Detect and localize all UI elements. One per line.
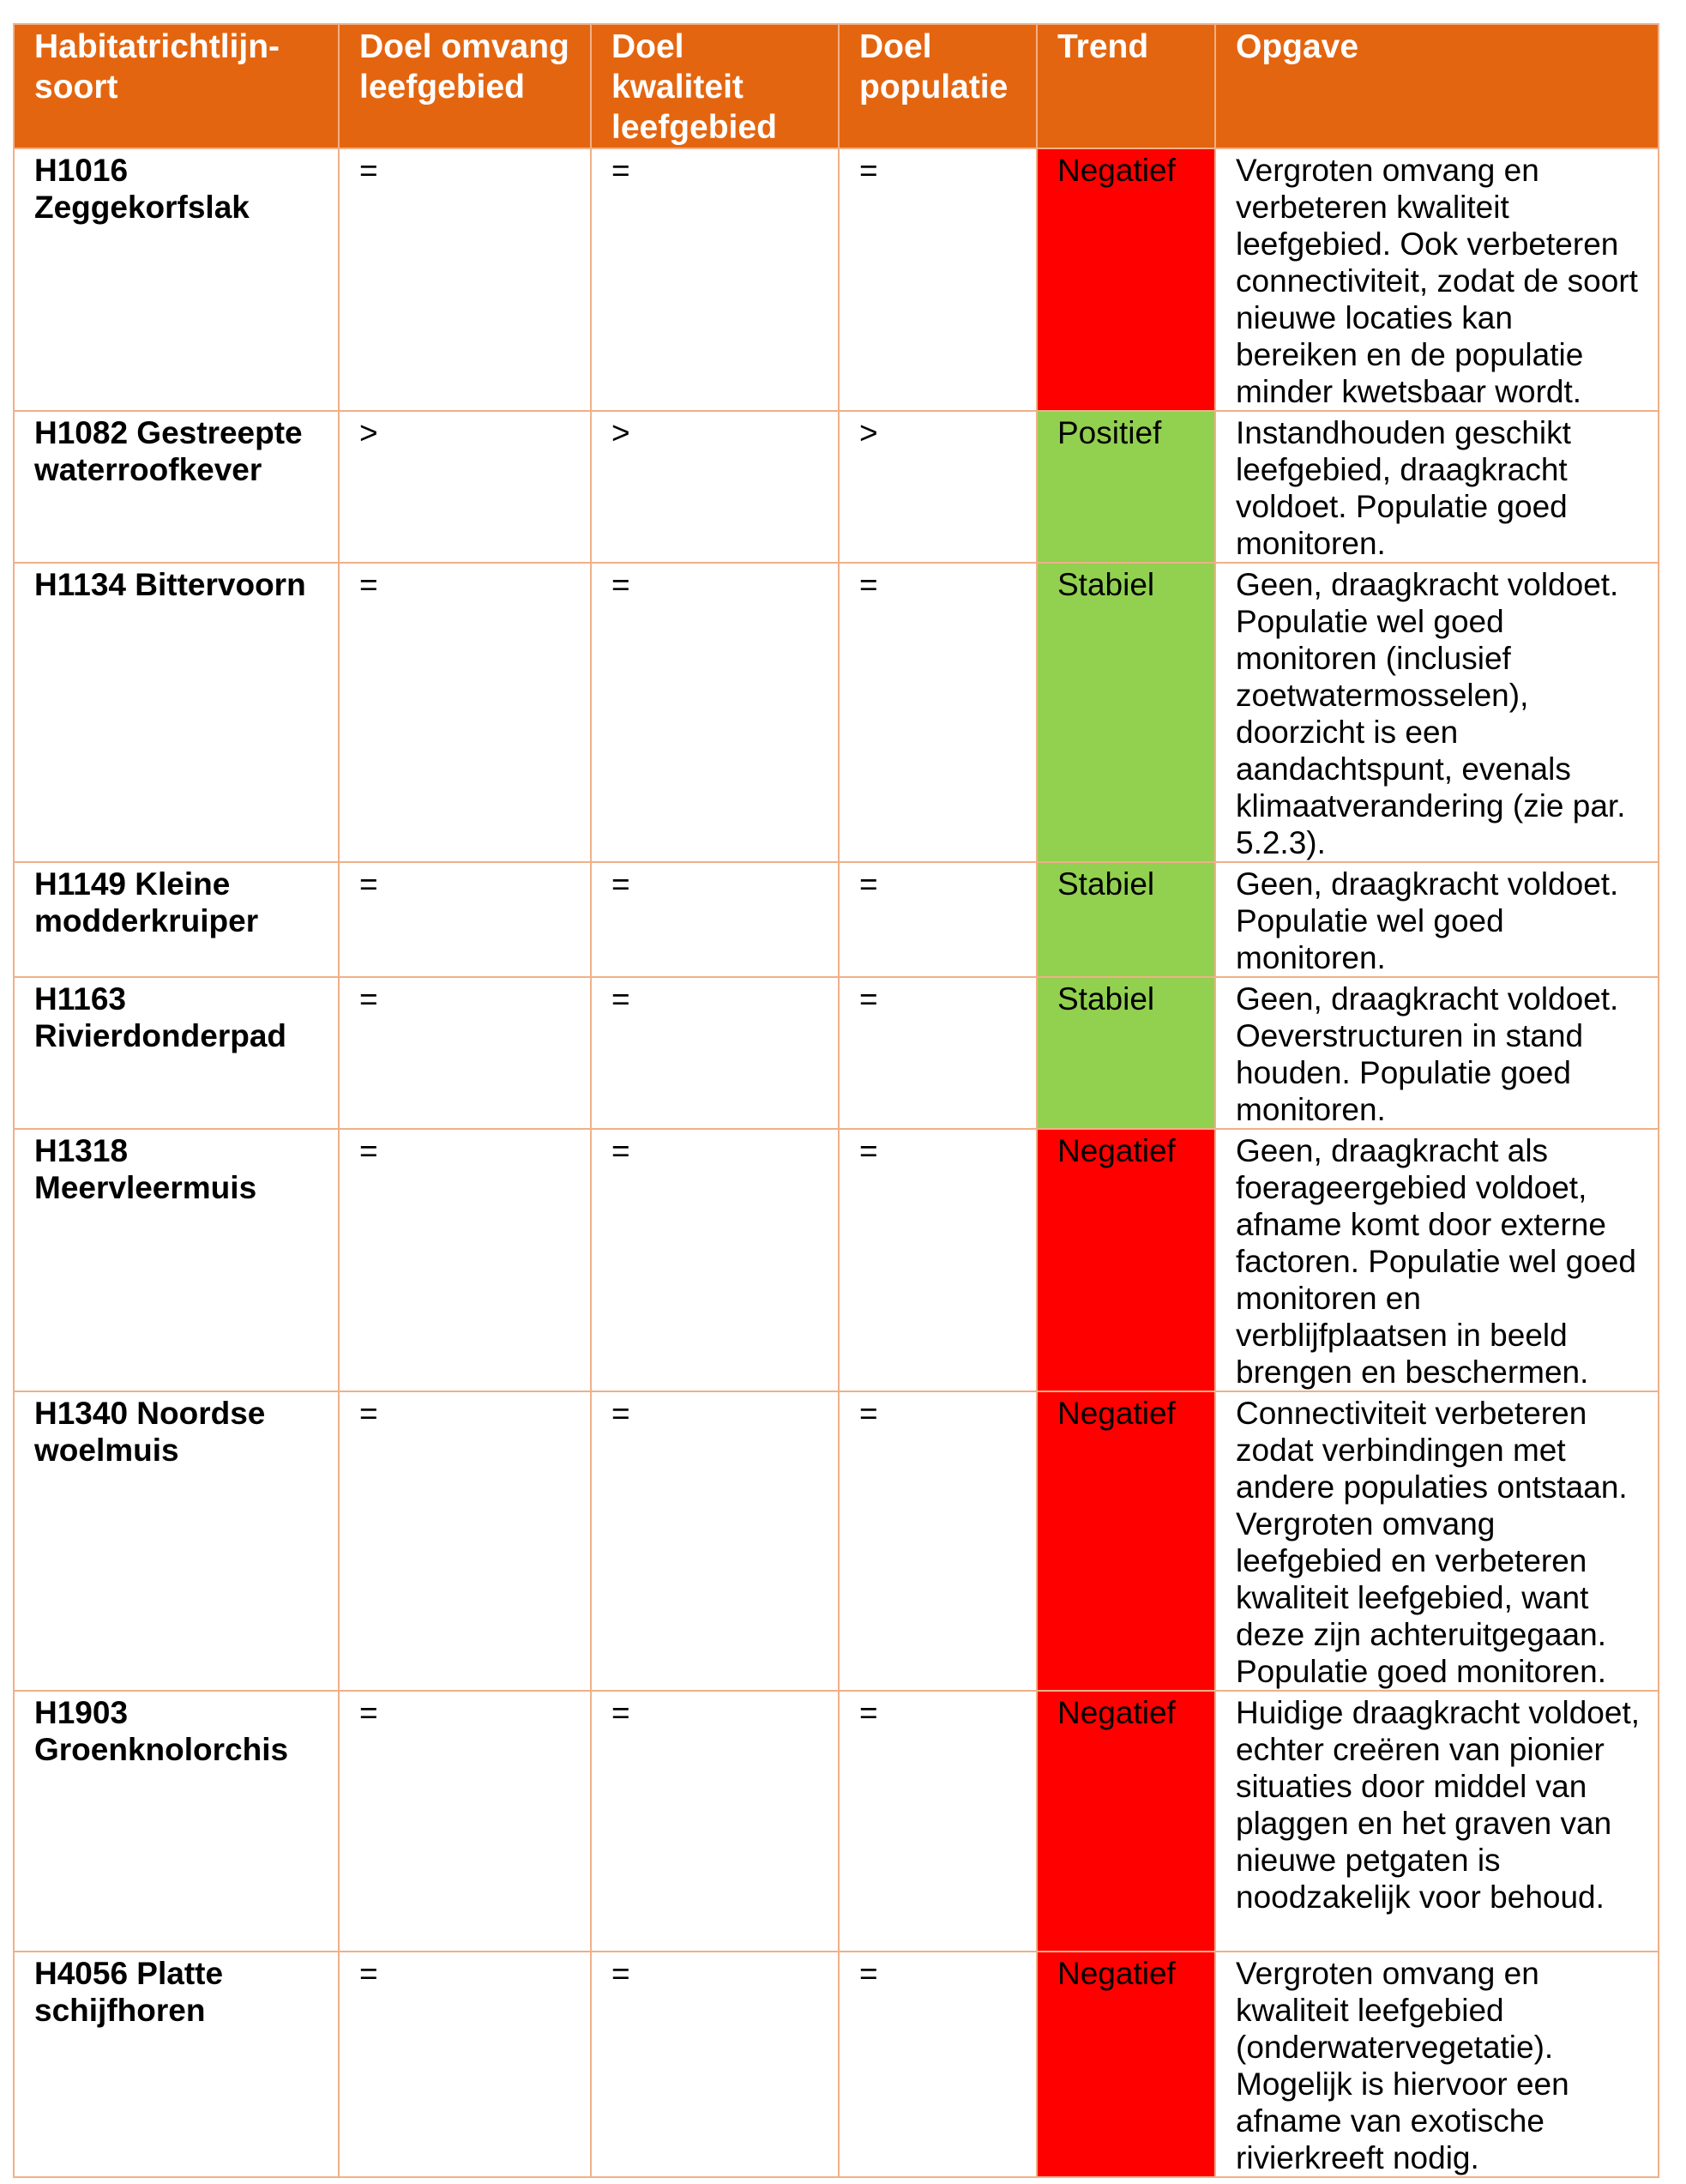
habitat-species-table [13, 23, 1659, 2178]
doel-populatie-cell: = [839, 563, 1037, 862]
doel-omvang-cell: = [339, 1952, 591, 2177]
doel-populatie-cell: = [839, 1129, 1037, 1391]
trend-cell: Positief [1037, 411, 1215, 563]
opgave-cell: Vergroten omvang en verbeteren kwaliteit leefgebied. Ook verbeteren connectiviteit, zodat de soort nieuwe locaties kan bereiken en de populatie minder kwetsbaar wordt. [1215, 148, 1659, 411]
doel-populatie-cell: = [839, 148, 1037, 411]
trend-cell: Negatief [1037, 1391, 1215, 1691]
header-doel-populatie: Doel populatie [839, 24, 1037, 148]
species-cell: H1163 Rivierdonderpad [14, 977, 339, 1129]
doel-kwaliteit-cell: = [591, 1691, 839, 1952]
doel-populatie-cell: = [839, 862, 1037, 977]
table-row [14, 1129, 1659, 1391]
opgave-cell: Geen, draagkracht voldoet. Populatie wel goed monitoren. [1215, 862, 1659, 977]
doel-kwaliteit-cell: = [591, 563, 839, 862]
trend-cell: Negatief [1037, 1129, 1215, 1391]
doel-omvang-cell: = [339, 148, 591, 411]
species-cell: H1134 Bittervoorn [14, 563, 339, 862]
doel-kwaliteit-cell: > [591, 411, 839, 563]
opgave-cell: Vergroten omvang en kwaliteit leefgebied (onderwatervegetatie). Mogelijk is hiervoor een afname van exotische rivierkreeft nodig. [1215, 1952, 1659, 2177]
table-row [14, 563, 1659, 862]
opgave-cell: Geen, draagkracht voldoet. Oeverstructuren in stand houden. Populatie goed monitoren. [1215, 977, 1659, 1129]
opgave-cell: Geen, draagkracht als foerageergebied voldoet, afname komt door externe factoren. Populatie wel goed monitoren en verblijfplaatsen in beeld brengen en beschermen. [1215, 1129, 1659, 1391]
doel-populatie-cell: > [839, 411, 1037, 563]
header-row [14, 24, 1659, 148]
table-row [14, 862, 1659, 977]
doel-populatie-cell: = [839, 977, 1037, 1129]
species-cell: H1149 Kleine modderkruiper [14, 862, 339, 977]
doel-populatie-cell: = [839, 1952, 1037, 2177]
doel-kwaliteit-cell: = [591, 977, 839, 1129]
doel-kwaliteit-cell: = [591, 148, 839, 411]
doel-omvang-cell: = [339, 563, 591, 862]
doel-omvang-cell: = [339, 977, 591, 1129]
header-doel-kwaliteit: Doel kwaliteit leefgebied [591, 24, 839, 148]
doel-omvang-cell: > [339, 411, 591, 563]
doel-omvang-cell: = [339, 1391, 591, 1691]
trend-cell: Stabiel [1037, 977, 1215, 1129]
trend-cell: Stabiel [1037, 862, 1215, 977]
doel-kwaliteit-cell: = [591, 1391, 839, 1691]
species-cell: H1016 Zeggekorfslak [14, 148, 339, 411]
opgave-cell: Huidige draagkracht voldoet, echter creëren van pionier situaties door middel van plaggen en het graven van nieuwe petgaten is noodzakelijk voor behoud. [1215, 1691, 1659, 1952]
species-cell: H1903 Groenknolorchis [14, 1691, 339, 1952]
doel-kwaliteit-cell: = [591, 862, 839, 977]
table-row [14, 411, 1659, 563]
trend-cell: Negatief [1037, 1952, 1215, 2177]
opgave-cell: Geen, draagkracht voldoet. Populatie wel goed monitoren (inclusief zoetwatermosselen), doorzicht is een aandachtspunt, evenals klimaatverandering (zie par. 5.2.3). [1215, 563, 1659, 862]
doel-omvang-cell: = [339, 1129, 591, 1391]
trend-cell: Stabiel [1037, 563, 1215, 862]
opgave-cell: Connectiviteit verbeteren zodat verbindingen met andere populaties ontstaan. Vergroten omvang leefgebied en verbeteren kwaliteit leefgebied, want deze zijn achteruitgegaan. Populatie goed monitoren. [1215, 1391, 1659, 1691]
table-row [14, 1952, 1659, 2177]
species-cell: H1318 Meervleermuis [14, 1129, 339, 1391]
table-row [14, 1691, 1659, 1952]
species-cell: H4056 Platte schijfhoren [14, 1952, 339, 2177]
doel-omvang-cell: = [339, 862, 591, 977]
trend-cell: Negatief [1037, 148, 1215, 411]
table-row [14, 977, 1659, 1129]
species-cell: H1340 Noordse woelmuis [14, 1391, 339, 1691]
species-cell: H1082 Gestreepte waterroofkever [14, 411, 339, 563]
doel-omvang-cell: = [339, 1691, 591, 1952]
doel-populatie-cell: = [839, 1691, 1037, 1952]
doel-kwaliteit-cell: = [591, 1129, 839, 1391]
opgave-cell: Instandhouden geschikt leefgebied, draagkracht voldoet. Populatie goed monitoren. [1215, 411, 1659, 563]
header-doel-omvang: Doel omvang leefgebied [339, 24, 591, 148]
doel-kwaliteit-cell: = [591, 1952, 839, 2177]
header-species: Habitatrichtlijn-soort [14, 24, 339, 148]
header-trend: Trend [1037, 24, 1215, 148]
table-row [14, 1391, 1659, 1691]
table-row [14, 148, 1659, 411]
doel-populatie-cell: = [839, 1391, 1037, 1691]
trend-cell: Negatief [1037, 1691, 1215, 1952]
header-opgave: Opgave [1215, 24, 1659, 148]
